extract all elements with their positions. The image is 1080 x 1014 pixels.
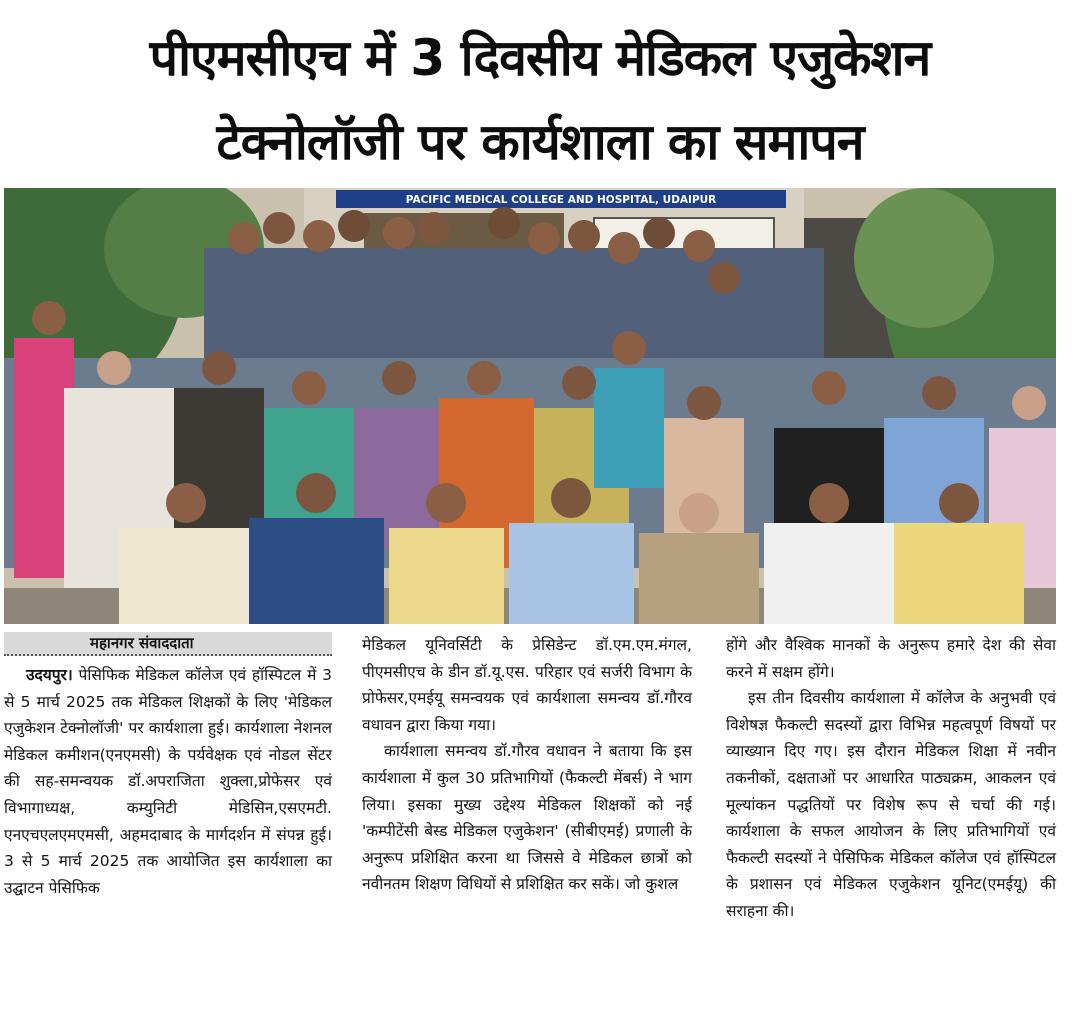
college-banner-text: PACIFIC MEDICAL COLLEGE AND HOSPITAL, UDAIPUR bbox=[405, 194, 717, 206]
article-paragraph-4: होंगे और वैश्विक मानकों के अनुरूप हमारे देश की सेवा करने में सक्षम होंगे। bbox=[726, 636, 1056, 681]
group-photo bbox=[4, 188, 1056, 624]
article-paragraph-2: मेडिकल यूनिवर्सिटी के प्रेसिडेन्ट डॉ.एम.एम.मंगल, पीएमसीएच के डीन डॉ.यू.एस. परिहार एवं सर्जरी विभाग के प्रोफेसर,एमईयू समन्वयक एवं कार्यशाला समन्वय डॉ.गौरव वधावन द्वारा किया गया। bbox=[362, 636, 692, 734]
article-paragraph-1-text: पेसिफिक मेडिकल कॉलेज एवं हॉस्पिटल में 3 से 5 मार्च 2025 तक मेडिकल शिक्षकों के लिए 'मेडिकल एजुकेशन टेक्नोलॉजी' पर कार्यशाला हुई। कार्यशाला नेशनल मेडिकल कमीशन(एनएमसी) के पर्यवेक्षक एवं नोडल सेंटर की सह-समन्वयक डॉ.अपराजिता शुक्ला,प्रोफेसर एवं विभागाध्यक्ष, कम्युनिटी मेडिसिन,एसएमटी. एनएचएलएमएमसी, अहमदाबाद के मार्गदर्शन में संपन्न हुई। 3 से 5 मार्च 2025 तक आयोजित इस कार्यशाला का उद्घाटन पेसिफिक bbox=[4, 666, 332, 897]
headline bbox=[0, 16, 1080, 184]
headline-line-2: टेक्नोलॉजी पर कार्यशाला का समापन bbox=[216, 113, 864, 171]
headline-line-1: पीएमसीएच में 3 दिवसीय मेडिकल एजुकेशन bbox=[149, 29, 931, 87]
dateline: उदयपुर। bbox=[26, 666, 73, 684]
article-paragraph-1 bbox=[4, 662, 332, 901]
byline: महानगर संवाददाता bbox=[4, 632, 332, 656]
article-paragraph-5: इस तीन दिवसीय कार्यशाला में कॉलेज के अनुभवी एवं विशेषज्ञ फैकल्टी सदस्यों द्वारा विभिन्न महत्वपूर्ण विषयों पर व्याख्यान दिए गए। इस दौरान मेडिकल शिक्षा में नवीन तकनीकों, दक्षताओं पर आधारित पाठ्यक्रम, आकलन एवं मूल्यांकन पद्धतियों पर विशेष रूप से चर्चा की गई। कार्यशाला के सफल आयोजन के लिए प्रतिभागियों एवं फैकल्टी सदस्यों ने पेसिफिक मेडिकल कॉलेज एवं हॉस्पिटल के प्रशासन एवं मेडिकल एजुकेशन यूनिट(एमईयू) की सराहना की। bbox=[726, 689, 1056, 920]
article-paragraph-3: कार्यशाला समन्वय डॉ.गौरव वधावन ने बताया कि इस कार्यशाला में कुल 30 प्रतिभागियों (फैकल्टी मेंबर्स) ने भाग लिया। इसका मुख्य उद्देश्य मेडिकल शिक्षकों को नई 'कम्पीटेंसी बेस्ड मेडिकल एजुकेशन' (सीबीएमई) प्रणाली के अनुरूप प्रशिक्षित करना था जिससे वे मेडिकल छात्रों को नवीनतम शिक्षण विधियों से प्रशिक्षित कर सकें। जो कुशल bbox=[362, 742, 692, 894]
article-column-3 bbox=[726, 632, 1056, 925]
article-column-1 bbox=[4, 632, 332, 901]
article-column-2 bbox=[362, 632, 692, 898]
